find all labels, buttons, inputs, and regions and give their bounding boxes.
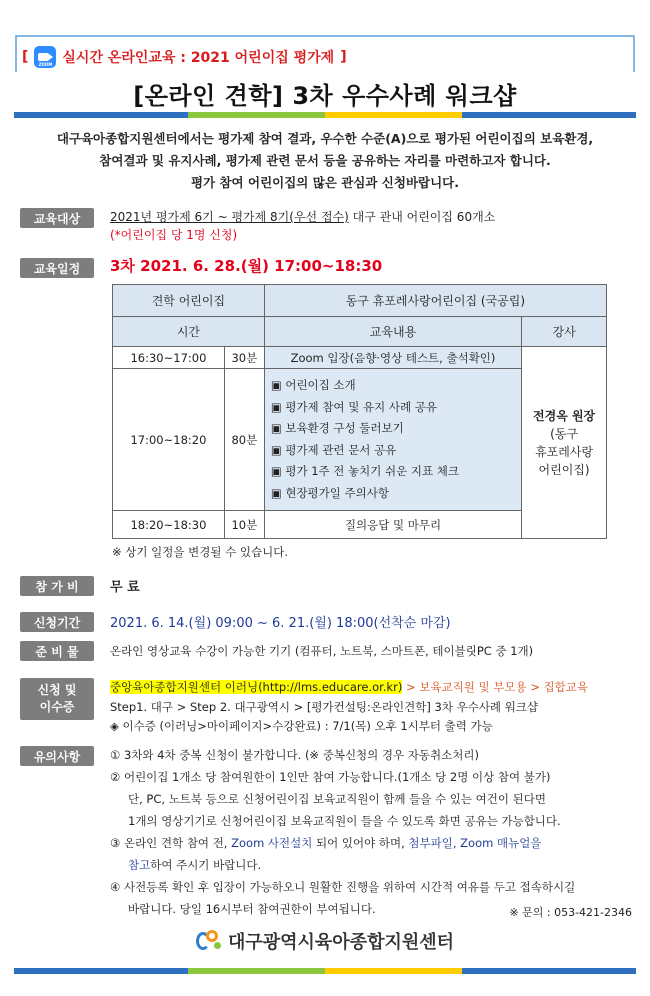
top-label-text: 실시간 온라인교육 : 2021 어린이집 평가제 [62, 50, 335, 66]
fee-value: 무 료 [110, 580, 140, 595]
period-value: 2021. 6. 14.(월) 09:00 ~ 6. 21.(월) 18:00(선착순 마감) [110, 616, 451, 631]
table-host-row: 견학 어린이집 동구 휴포레사랑어린이집 (국공립) [113, 285, 607, 317]
contact-info: ※ 문의 : 053-421-2346 [509, 906, 632, 919]
footer-logo [0, 928, 650, 954]
schedule-note: ※ 상기 일정을 변경될 수 있습니다. [112, 545, 288, 559]
label-apply: 신청 및 이수증 [20, 678, 94, 720]
program-list: ▣ 어린이집 소개 ▣ 평가제 참여 및 유지 사례 공유 ▣ 보육환경 구성 둘러보기 ▣ 평가제 관련 문서 공유 ▣ 평가 1주 전 놓치기 쉬운 지표 체크 ▣ 현장평가일 주의사항 [264, 369, 521, 511]
color-bar-bottom [14, 968, 636, 974]
label-schedule: 교육일정 [20, 258, 94, 278]
table-row: 18:20~18:30 10분 질의응답 및 마무리 [113, 511, 607, 539]
schedule-table [112, 284, 607, 539]
page-title: [온라인 견학] 3차 우수사례 워크샵 [133, 82, 517, 110]
zoom-icon: ZOOM [34, 46, 56, 68]
label-prep: 준 비 물 [20, 641, 94, 661]
label-fee: 참 가 비 [20, 576, 94, 596]
prep-value: 온라인 영상교육 수강이 가능한 기기 (컴퓨터, 노트북, 스마트폰, 테이블릿PC 중 1개) [110, 644, 534, 658]
top-label: [ ZOOM 실시간 온라인교육 : 2021 어린이집 평가제 ] [22, 46, 347, 68]
schedule-date: 3차 2021. 6. 28.(월) 17:00~18:30 [110, 257, 383, 275]
color-bar-top [14, 112, 636, 118]
apply-line3: ◈ 이수증 (이러닝>마이페이지>수강완료) : 7/1(목) 오후 1시부터 출력 가능 [110, 719, 493, 733]
label-caution: 유의사항 [20, 746, 94, 766]
label-target: 교육대상 [20, 208, 94, 228]
intro-text: 대구육아종합지원센터에서는 평가제 참여 결과, 우수한 수준(A)으로 평가된 어린이집의 보육환경, 참여결과 및 유지사례, 평가제 관련 문서 등을 공유하는 자리를 마련하고자 합니다. 평가 참여 어린이집의 많은 관심과 신청바랍니다. [56, 131, 594, 190]
center-logo-icon [196, 928, 222, 954]
teacher-cell: 전경옥 원장 (동구 휴포레사랑 어린이집) [522, 347, 607, 539]
label-period: 신청기간 [20, 612, 94, 632]
table-row: 16:30~17:00 30분 Zoom 입장(음향·영상 테스트, 출석확인) 전경옥 원장 (동구 휴포레사랑 어린이집) [113, 347, 607, 369]
apply-line1: 중앙육아종합지원센터 이러닝(http://lms.educare.or.kr) > 보육교직원 및 부모용 > 집합교육 [110, 680, 588, 694]
table-header-row: 시간 교육내용 강사 [113, 317, 607, 347]
target-text: 2021년 평가제 6기 ~ 평가제 8기(우선 접수) 대구 관내 어린이집 60개소 [110, 210, 496, 224]
caution-list: ① 3차와 4차 중복 신청이 불가합니다. (※ 중복신청의 경우 자동취소처리) ② 어린이집 1개소 당 참여원한이 1인만 참여 가능합니다.(1개소 당 2명 이상 참여 불가) 단, PC, 노트북 등으로 신청어린이집 보육교직원이 함께 들을 수 있는 여건이 된다면 1개의 영상기기로 신청어린이집 보육교직원이 들을 수 있도록 화면 공유는 가능합니다. ③ 온라인 견학 참여 전, Zoom 사전설치 되어 있어야 하며, 첨부파일, Zoom 매뉴얼을 참고하여 주시기 바랍니다. ④ 사전등록 확인 후 입장이 가능하오니 원활한 진행을 위하여 시간적 여유를 두고 접속하시길 바랍니다. 당일 16시부터 참여권한이 부여됩니다. [110, 748, 576, 916]
apply-line2: Step1. 대구 > Step 2. 대구광역시 > [평가컨설팅:온라인견학] 3차 우수사례 워크샵 [110, 700, 539, 714]
elearning-link[interactable]: 중앙육아종합지원센터 이러닝(http://lms.educare.or.kr) [110, 680, 403, 694]
target-sub: (*어린이집 당 1명 신청) [110, 228, 238, 242]
table-row: 17:00~18:20 80분 ▣ 어린이집 소개 ▣ 평가제 참여 및 유지 사례 공유 ▣ 보육환경 구성 둘러보기 ▣ 평가제 관련 문서 공유 ▣ 평가 1주 전 놓치기 쉬운 지표 체크 ▣ 현장평가일 주의사항 [113, 369, 607, 511]
footer-org-name: 대구광역시육아종합지원센터 [227, 932, 455, 953]
